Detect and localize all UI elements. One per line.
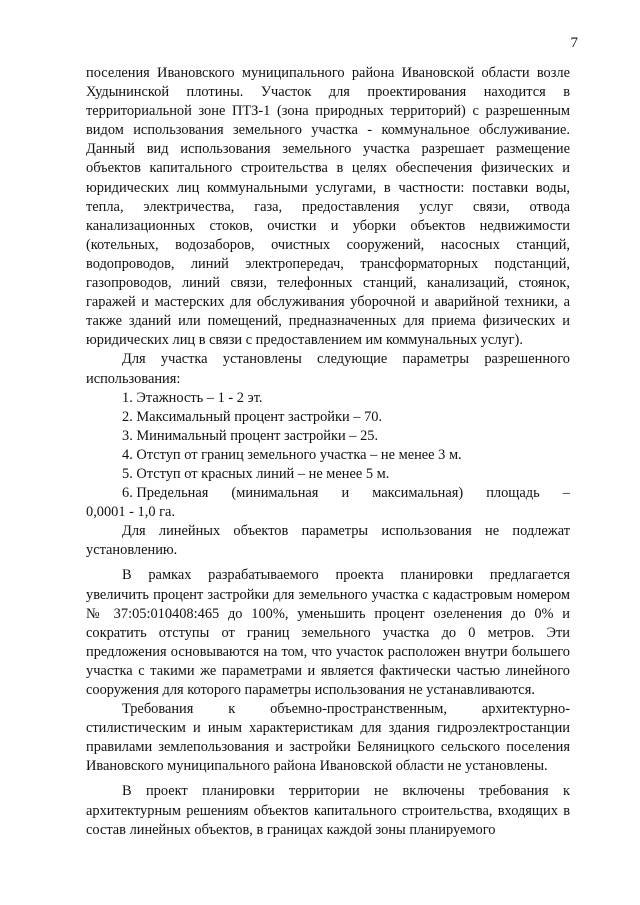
paragraph-planning-proposal: В рамках разрабатываемого проекта планировки предлагается увеличить процент застройки для земельного участка с кадастровым номером № 37:05:010408:465 до 100%, уменьшить процент озеленения до 0% и сократить отступы от границ земельного участка до 0 метров. Эти предложения основываются на том, что участок расположен внутри большего участка с такими же параметрами и является фактически частью линейного сооружения для которого параметры использования не устанавливаются. — [86, 567, 570, 698]
list-item: 5. Отступ от красных линий – не менее 5 м. — [122, 465, 390, 482]
list-item-word: максимальная) — [372, 485, 464, 502]
page-number: 7 — [570, 35, 578, 51]
paragraph-parameters-intro: Для участка установлены следующие параметры разрешенного использования: — [86, 351, 570, 387]
list-item-word: (минимальная — [231, 485, 319, 502]
paragraph-linear-objects: Для линейных объектов параметры использования не подлежат установлению. — [86, 523, 570, 559]
list-item-word: и — [341, 485, 350, 502]
list-item-continuation: 0,0001 - 1,0 га. — [86, 504, 176, 521]
document-body — [86, 64, 570, 840]
list-item: 3. Минимальный процент застройки – 25. — [122, 427, 379, 444]
paragraph-architectural-requirements: Требования к объемно-пространственным, архитектурно-стилистическим и иным характеристикам для здания гидроэлектростанции правилами землепользования и застройки Беляницкого сельского поселения Ивановского муниципального района Ивановской области не установлены. — [86, 701, 570, 775]
list-item-area-limits — [86, 484, 570, 503]
list-item-word: – — [562, 485, 570, 502]
parameters-list — [86, 389, 570, 523]
list-item: 4. Отступ от границ земельного участка – не менее 3 м. — [122, 446, 462, 463]
paragraph-project-exclusions: В проект планировки территории не включены требования к архитектурным решениям объектов капитального строительства, входящих в состав линейных объектов, в границах каждой зоны планируемого — [86, 783, 570, 838]
list-item-word: 6. Предельная — [122, 485, 209, 502]
list-item-word: площадь — [486, 485, 540, 502]
paragraph-zone-description: поселения Ивановского муниципального района Ивановской области возле Худынинской плотины. Участок для проектирования находится в территориальной зоне ПТЗ-1 (зона природных территорий) с разрешенным видом использования земельного участка - коммунальное обслуживание. Данный вид использования земельного участка разрешает размещение объектов капитального строительства в целях обеспечения физических и юридических лиц коммунальными услугами, в частности: поставки воды, тепла, электричества, газа, предоставления услуг связи, отвода канализационных стоков, очистки и уборки объектов недвижимости (котельных, водозаборов, очистных сооружений, насосных станций, водопроводов, линий электропередач, трансформаторных подстанций, газопроводов, линий связи, телефонных станций, канализаций, стоянок, гаражей и мастерских для обслуживания уборочной и аварийной техники, а также зданий или помещений, предназначенных для приема физических и юридических лиц в связи с предоставлением им коммунальных услуг). — [86, 65, 570, 349]
list-item: 1. Этажность – 1 - 2 эт. — [122, 389, 263, 406]
list-item: 2. Максимальный процент застройки – 70. — [122, 408, 383, 425]
